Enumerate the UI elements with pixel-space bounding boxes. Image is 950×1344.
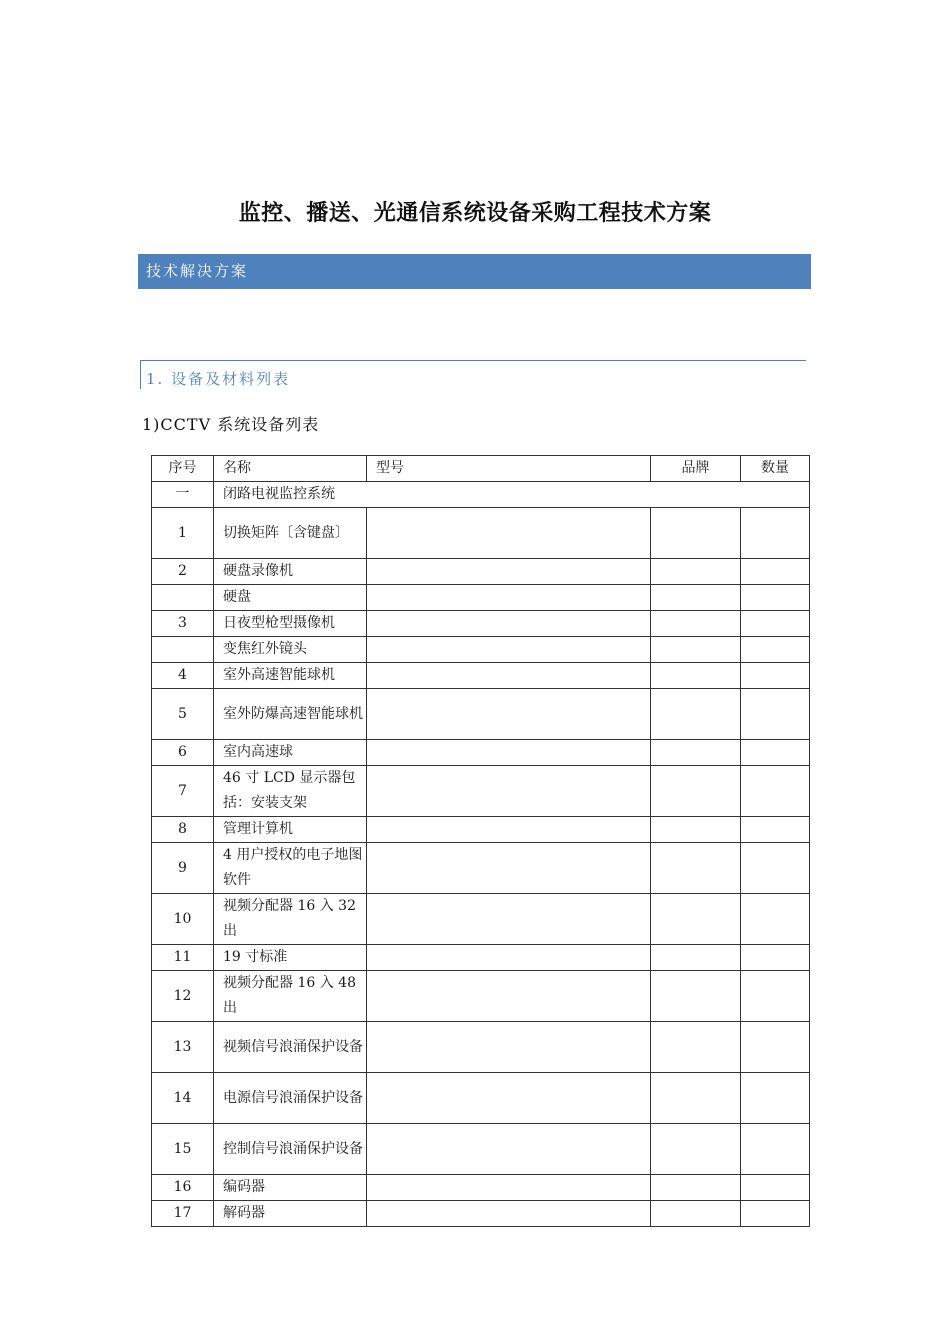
table-row (152, 611, 810, 637)
table-row (152, 945, 810, 971)
row-no: 12 (152, 971, 214, 1022)
row-name: 室内高速球 (214, 740, 367, 766)
row-brand (651, 1124, 741, 1175)
row-model (367, 637, 651, 663)
row-brand (651, 689, 741, 740)
row-quantity (741, 559, 810, 585)
row-model (367, 559, 651, 585)
row-quantity (741, 663, 810, 689)
row-model (367, 1022, 651, 1073)
row-quantity (741, 1201, 810, 1227)
row-no: 2 (152, 559, 214, 585)
row-model (367, 817, 651, 843)
row-brand (651, 508, 741, 559)
row-no: 1 (152, 508, 214, 559)
row-model (367, 663, 651, 689)
row-brand (651, 1201, 741, 1227)
row-model (367, 843, 651, 894)
row-quantity (741, 894, 810, 945)
row-name: 切换矩阵〔含键盘〕 (214, 508, 367, 559)
row-brand (651, 843, 741, 894)
row-name: 室外高速智能球机 (214, 663, 367, 689)
row-name: 视频分配器 16 入 48 出 (214, 971, 367, 1022)
row-name: 室外防爆高速智能球机 (214, 689, 367, 740)
table-row (152, 971, 810, 1022)
subsection-heading: 1. 设备及材料列表 (146, 370, 291, 388)
table-row (152, 663, 810, 689)
row-quantity (741, 611, 810, 637)
group-row (152, 482, 810, 508)
row-no: 4 (152, 663, 214, 689)
table-row (152, 689, 810, 740)
row-model (367, 945, 651, 971)
row-quantity (741, 740, 810, 766)
table-row (152, 1073, 810, 1124)
row-model (367, 1073, 651, 1124)
row-brand (651, 663, 741, 689)
row-name: 管理计算机 (214, 817, 367, 843)
table-row (152, 637, 810, 663)
row-brand (651, 1073, 741, 1124)
row-name: 解码器 (214, 1201, 367, 1227)
row-no: 6 (152, 740, 214, 766)
row-no: 15 (152, 1124, 214, 1175)
row-brand (651, 766, 741, 817)
header-no: 序号 (152, 456, 214, 482)
table-row (152, 1175, 810, 1201)
header-name: 名称 (214, 456, 367, 482)
row-no: 3 (152, 611, 214, 637)
table-row (152, 817, 810, 843)
row-brand (651, 585, 741, 611)
header-model: 型号 (367, 456, 651, 482)
row-quantity (741, 1124, 810, 1175)
row-name: 46 寸 LCD 显示器包括：安装支架 (214, 766, 367, 817)
table-row (152, 1201, 810, 1227)
header-brand: 品牌 (651, 456, 741, 482)
table-row (152, 843, 810, 894)
row-brand (651, 1022, 741, 1073)
row-model (367, 689, 651, 740)
row-brand (651, 817, 741, 843)
row-brand (651, 637, 741, 663)
list-title: 1)CCTV 系统设备列表 (142, 415, 320, 434)
row-quantity (741, 1073, 810, 1124)
row-name: 硬盘录像机 (214, 559, 367, 585)
row-quantity (741, 766, 810, 817)
row-name: 控制信号浪涌保护设备 (214, 1124, 367, 1175)
group-row-no: 一 (152, 482, 214, 508)
row-quantity (741, 689, 810, 740)
row-no: 14 (152, 1073, 214, 1124)
document-title: 监控、播送、光通信系统设备采购工程技术方案 (238, 201, 712, 226)
row-model (367, 766, 651, 817)
row-name: 编码器 (214, 1175, 367, 1201)
row-quantity (741, 843, 810, 894)
group-row-name: 闭路电视监控系统 (214, 482, 810, 508)
row-no: 11 (152, 945, 214, 971)
table-row (152, 740, 810, 766)
row-name: 视频信号浪涌保护设备 (214, 1022, 367, 1073)
row-no: 13 (152, 1022, 214, 1073)
subsection-left-rule (140, 361, 141, 389)
row-quantity (741, 817, 810, 843)
row-brand (651, 611, 741, 637)
row-no: 16 (152, 1175, 214, 1201)
row-no: 10 (152, 894, 214, 945)
row-brand (651, 945, 741, 971)
row-model (367, 894, 651, 945)
equipment-table (151, 455, 810, 1227)
table-row (152, 1022, 810, 1073)
row-name: 日夜型枪型摄像机 (214, 611, 367, 637)
row-brand (651, 740, 741, 766)
row-model (367, 971, 651, 1022)
table-row (152, 1124, 810, 1175)
subsection-rule (140, 360, 806, 361)
row-brand (651, 559, 741, 585)
row-quantity (741, 1022, 810, 1073)
row-name: 4 用户授权的电子地图软件 (214, 843, 367, 894)
row-model (367, 1201, 651, 1227)
row-model (367, 508, 651, 559)
row-no (152, 637, 214, 663)
row-brand (651, 1175, 741, 1201)
row-model (367, 611, 651, 637)
table-row (152, 585, 810, 611)
row-brand (651, 894, 741, 945)
row-no: 5 (152, 689, 214, 740)
header-quantity: 数量 (741, 456, 810, 482)
table-row (152, 508, 810, 559)
row-no: 17 (152, 1201, 214, 1227)
row-no (152, 585, 214, 611)
table-row (152, 559, 810, 585)
row-quantity (741, 945, 810, 971)
row-model (367, 1124, 651, 1175)
row-brand (651, 971, 741, 1022)
section-bar-label: 技术解决方案 (146, 262, 249, 280)
table-row (152, 766, 810, 817)
row-name: 硬盘 (214, 585, 367, 611)
row-name: 视频分配器 16 入 32 出 (214, 894, 367, 945)
section-bar (138, 254, 811, 289)
row-quantity (741, 1175, 810, 1201)
row-name: 19 寸标准 (214, 945, 367, 971)
table-row (152, 894, 810, 945)
row-name: 电源信号浪涌保护设备 (214, 1073, 367, 1124)
row-quantity (741, 637, 810, 663)
row-no: 9 (152, 843, 214, 894)
row-quantity (741, 585, 810, 611)
row-no: 7 (152, 766, 214, 817)
row-model (367, 1175, 651, 1201)
row-quantity (741, 971, 810, 1022)
row-model (367, 585, 651, 611)
row-no: 8 (152, 817, 214, 843)
row-model (367, 740, 651, 766)
table-header-row (152, 456, 810, 482)
row-name: 变焦红外镜头 (214, 637, 367, 663)
row-quantity (741, 508, 810, 559)
